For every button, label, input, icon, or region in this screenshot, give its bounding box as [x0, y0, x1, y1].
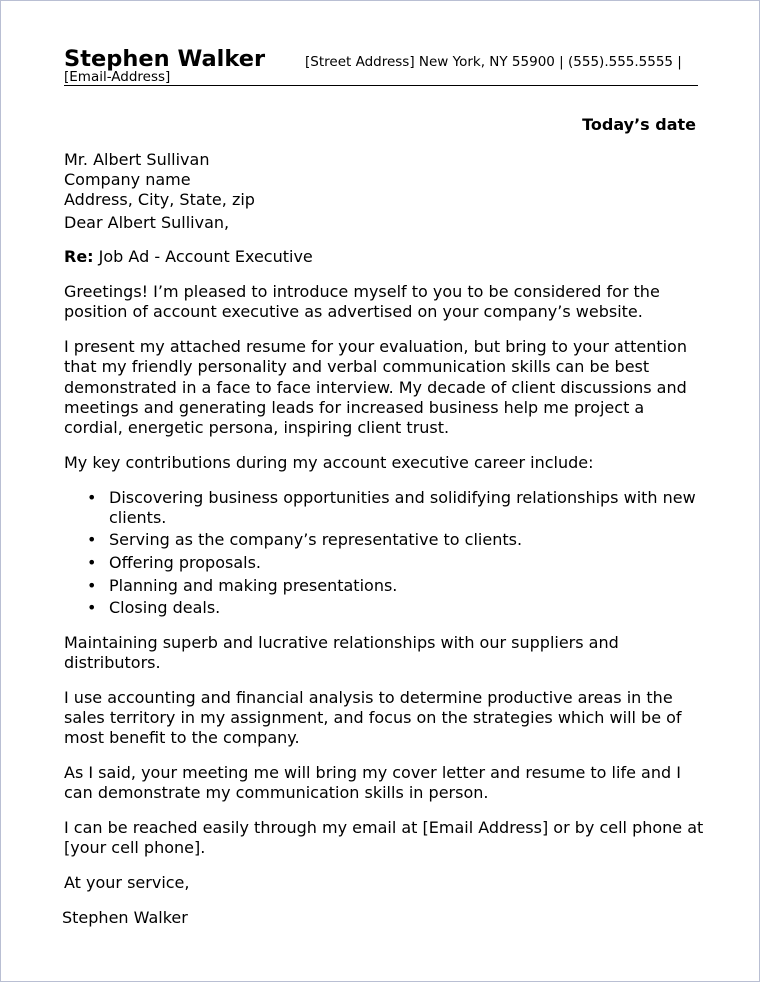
bullet-icon: • — [87, 530, 97, 550]
contributions-list — [64, 488, 704, 619]
paragraph-relationships: Maintaining superb and lucrative relationships with our suppliers and distributors. — [64, 632, 619, 673]
bullet-icon: • — [87, 575, 97, 595]
bullet-icon: • — [87, 598, 97, 618]
salutation: Dear Albert Sullivan, — [64, 212, 230, 232]
closing: At your service, — [64, 873, 190, 893]
sender-email: [Email-Address] — [64, 69, 171, 85]
list-item — [87, 598, 704, 618]
list-item-text: Serving as the company’s representative to clients. — [109, 530, 523, 550]
recipient-address: Address, City, State, zip — [64, 190, 255, 210]
list-item — [87, 487, 704, 528]
re-subject: Job Ad - Account Executive — [93, 247, 313, 267]
list-item — [87, 575, 704, 596]
paragraph-contributions-intro: My key contributions during my account executive career include: — [64, 452, 594, 472]
recipient-name: Mr. Albert Sullivan — [64, 150, 210, 169]
letter-body — [64, 150, 704, 928]
list-item-text: Discovering business opportunities and solidifying relationships with new clients. — [109, 487, 696, 527]
header-divider — [64, 85, 698, 86]
list-item — [87, 530, 704, 550]
paragraph-resume: I present my attached resume for your evaluation, but bring to your attention that my friendly personality and verbal communication skills can be best demonstrated in a face to face interview. My decade of client discussions and meetings and generating leads for increased business help me project a cordial, energetic persona, inspiring client trust. — [64, 337, 687, 438]
signature-name: Stephen Walker — [62, 907, 188, 927]
re-line — [64, 247, 704, 267]
sender-contact: [Street Address] New York, NY 55900 | (555).555.5555 | — [305, 54, 682, 70]
paragraph-accounting: I use accounting and financial analysis to determine productive areas in the sales territory in my assignment, and focus on the strategies which will be of most benefit to the company. — [64, 687, 682, 748]
list-item-text: Offering proposals. — [109, 553, 261, 572]
list-item-text: Closing deals. — [109, 598, 221, 618]
paragraph-intro: Greetings! I’m pleased to introduce myself to you to be considered for the position of account executive as advertised on your company’s website. — [64, 282, 660, 322]
re-label: Re: — [64, 247, 94, 267]
paragraph-contact: I can be reached easily through my email at [Email Address] or by cell phone at [your cell phone]. — [64, 818, 704, 858]
recipient-block — [64, 150, 704, 211]
paragraph-meeting: As I said, your meeting me will bring my cover letter and resume to life and I can demonstrate my communication skills in person. — [64, 763, 681, 803]
sender-name: Stephen Walker — [64, 46, 266, 72]
bullet-icon: • — [87, 553, 97, 572]
list-item-text: Planning and making presentations. — [109, 575, 398, 595]
bullet-icon: • — [87, 487, 97, 507]
recipient-company: Company name — [64, 170, 191, 190]
letter-date: Today’s date — [582, 115, 696, 134]
list-item — [87, 553, 704, 573]
